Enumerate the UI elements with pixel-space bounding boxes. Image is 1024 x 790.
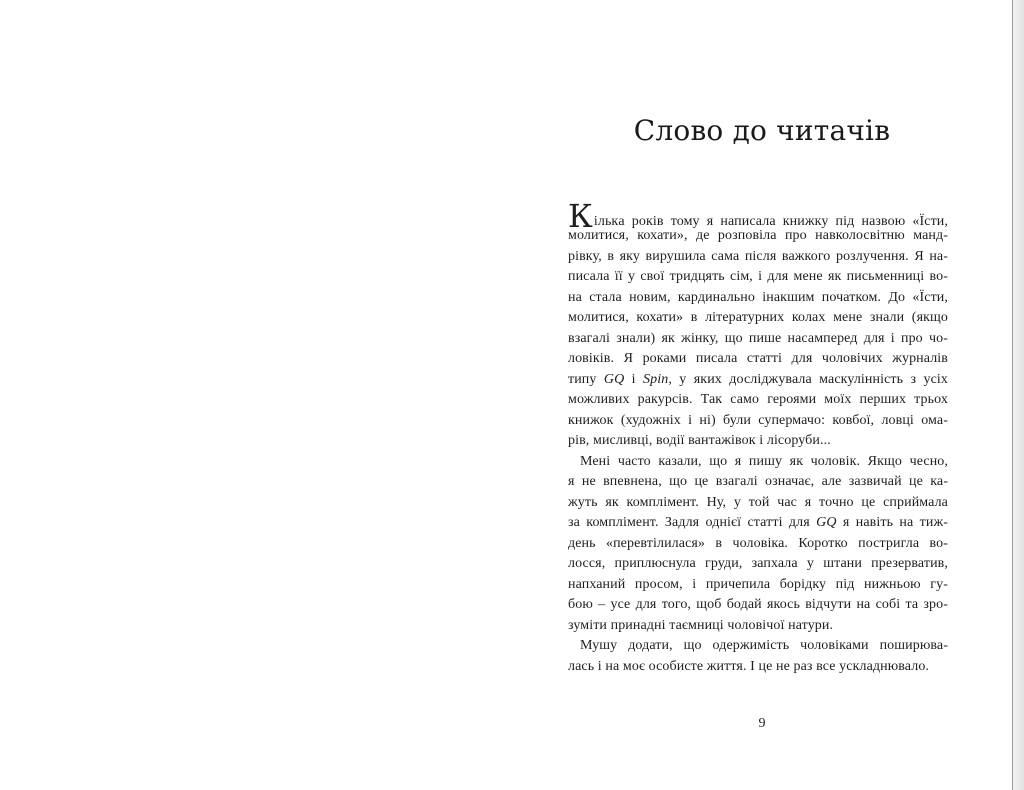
text-line: Мушу додати, що одержимість чоловіками поширюва- [580, 638, 948, 653]
text-line: лосся, приплюснула груди, запхала у штани презерватив, [568, 556, 948, 571]
text-line: лась і на моє особисте життя. І це не раз все ускладнювало. [568, 658, 930, 674]
text-line-italic-mentions: за комплімент. Задля однієї статті для GQ я навіть на тиж- [568, 515, 949, 530]
text-line: писала її у свої тридцять сім, і для мене як письменниці во- [568, 269, 948, 284]
text-line: рів, мисливці, водії вантажівок і лісоруби... [568, 433, 831, 448]
paragraph-1 [568, 197, 948, 452]
text-line: зуміти принадні таємниці чоловічої натури. [568, 617, 834, 633]
text-line: книжок (художніх і ні) були супермачо: ковбої, ловці ома- [568, 412, 948, 428]
text-line: можливих ракурсів. Так само героями моїх перших трьох [568, 392, 948, 407]
paragraph-2 [568, 452, 948, 637]
text-line: день «перевтілилася» в чоловіка. Коротко постригла во- [568, 535, 948, 551]
text-line: жуть як комплімент. Ну, у той час я точно це сприймала [568, 494, 948, 510]
body-text [568, 197, 949, 677]
text-line: Кількa років тому я написала книжку під назвою «Їсти, [568, 197, 948, 235]
page-number: 9 [758, 716, 766, 731]
text-line: на стала новим, кардинально інакшим початком. До «Їсти, [568, 289, 948, 305]
chapter-title: Слово до читачів [633, 114, 891, 147]
text-line: молитися, кохати» в літературних колах мене знали (якщо [568, 310, 948, 325]
window-edge [1012, 0, 1024, 790]
text-line: бою – усе для того, щоб бодай якось відчути на собі та зро- [568, 597, 948, 612]
text-line: молитися, кохати», де розповіла про навколосвітню манд- [568, 228, 948, 243]
text-line: рівку, в яку вирушила сама після важкого розлучення. Я на- [568, 248, 948, 264]
text-line: Мені часто казали, що я пишу як чоловік. Якщо чесно, [580, 453, 948, 469]
window-edge-line [1012, 0, 1013, 790]
text-line: я не впевнена, що це взагалі означає, але зазвичай це ка- [568, 474, 948, 489]
text-line: напханий просом, і причепила борідку під нижньою гу- [568, 576, 948, 592]
text-line: взагалі знали) як жінку, що пише насамперед для і про чо- [568, 330, 948, 346]
paragraph-3 [568, 636, 948, 677]
text-line: ловіків. Я роками писала статті для чоловічих журналів [568, 351, 948, 366]
drop-cap: К [568, 197, 593, 235]
text-line-italic-mentions: типу GQ і Spin, у яких досліджувала маскулінність з усіх [568, 371, 948, 387]
